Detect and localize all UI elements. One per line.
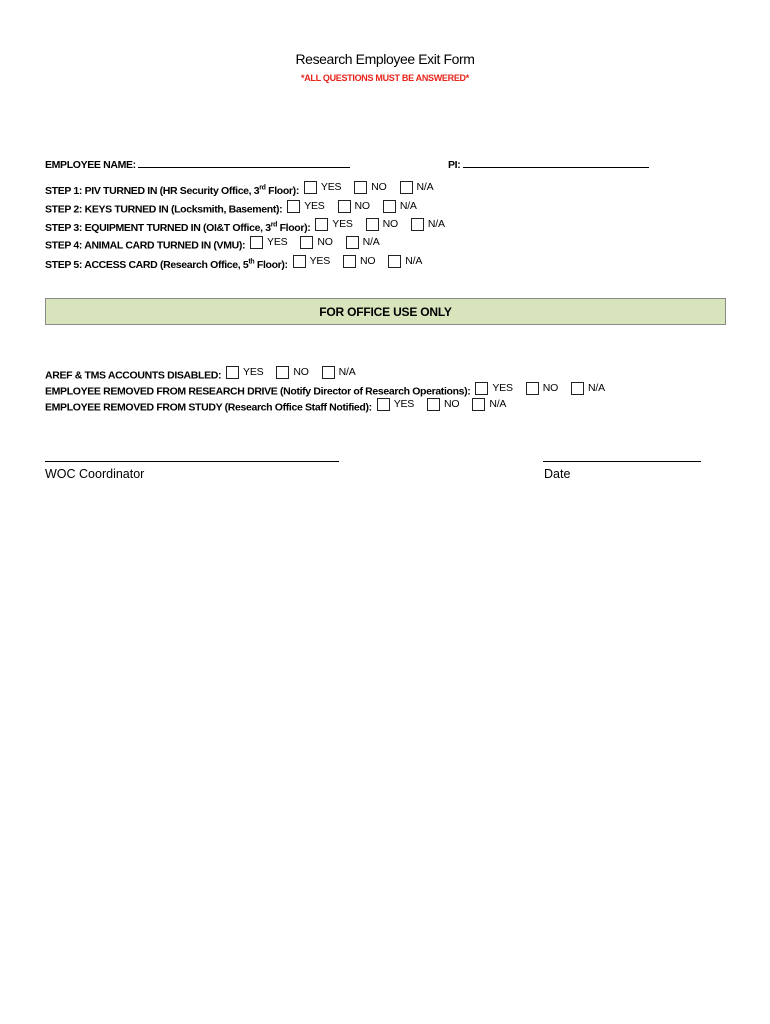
no-label: NO [371, 181, 387, 193]
no-checkbox[interactable] [300, 236, 313, 249]
office-item-row [45, 381, 613, 398]
yes-label: YES [267, 236, 288, 248]
step-row [45, 235, 388, 252]
na-checkbox[interactable] [383, 200, 396, 213]
yes-label: YES [309, 255, 331, 267]
no-checkbox[interactable] [526, 382, 539, 395]
na-checkbox[interactable] [346, 236, 359, 249]
no-label: NO [382, 218, 398, 230]
pi-field [448, 156, 649, 171]
yes-checkbox[interactable] [475, 382, 488, 395]
no-checkbox[interactable] [343, 255, 356, 268]
coordinator-label: WOC Coordinator [45, 467, 145, 481]
yes-label: YES [332, 218, 353, 230]
yes-checkbox[interactable] [315, 218, 328, 231]
step-question: STEP 1: PIV TURNED IN (HR Security Office, 3rd Floor): [45, 184, 299, 197]
yes-checkbox[interactable] [287, 200, 300, 213]
na-label: N/A [416, 181, 434, 193]
na-checkbox[interactable] [411, 218, 424, 231]
coordinator-signature-line[interactable] [45, 461, 339, 462]
employee-name-input[interactable] [138, 156, 350, 168]
na-label: N/A [405, 255, 423, 267]
step-question: STEP 2: KEYS TURNED IN (Locksmith, Basement): [45, 203, 283, 216]
no-label: NO [354, 200, 370, 212]
office-item-question: EMPLOYEE REMOVED FROM RESEARCH DRIVE (Notify Director of Research Operations): [45, 385, 471, 398]
date-label: Date [544, 467, 571, 481]
no-checkbox[interactable] [338, 200, 351, 213]
no-label: NO [317, 236, 333, 248]
no-label: NO [359, 255, 376, 267]
step-question: STEP 3: EQUIPMENT TURNED IN (OI&T Office, 3rd Floor): [45, 221, 311, 234]
yes-checkbox[interactable] [293, 255, 306, 268]
no-checkbox[interactable] [276, 366, 289, 379]
yes-label: YES [492, 382, 513, 394]
office-item-question: AREF & TMS ACCOUNTS DISABLED: [45, 369, 222, 382]
step-row [45, 180, 441, 197]
no-checkbox[interactable] [427, 398, 440, 411]
pi-input[interactable] [463, 156, 649, 168]
na-label: N/A [489, 398, 507, 410]
na-checkbox[interactable] [388, 255, 401, 268]
step-question: STEP 4: ANIMAL CARD TURNED IN (VMU): [45, 239, 246, 252]
yes-checkbox[interactable] [226, 366, 239, 379]
na-label: N/A [587, 382, 605, 394]
yes-checkbox[interactable] [377, 398, 390, 411]
employee-name-field [45, 156, 350, 171]
na-checkbox[interactable] [400, 181, 413, 194]
pi-label: PI: [448, 159, 461, 171]
office-item-row [45, 365, 364, 382]
date-signature-line[interactable] [543, 461, 701, 462]
yes-checkbox[interactable] [250, 236, 263, 249]
na-checkbox[interactable] [571, 382, 584, 395]
na-label: N/A [399, 200, 417, 212]
office-use-banner: FOR OFFICE USE ONLY [45, 298, 726, 325]
no-checkbox[interactable] [354, 181, 367, 194]
no-label: NO [444, 398, 460, 410]
employee-name-label: EMPLOYEE NAME: [45, 159, 136, 171]
yes-label: YES [243, 366, 264, 378]
step-row [45, 254, 430, 271]
na-checkbox[interactable] [472, 398, 485, 411]
na-label: N/A [427, 218, 445, 230]
office-item-question: EMPLOYEE REMOVED FROM STUDY (Research Office Staff Notified): [45, 401, 372, 414]
step-question: STEP 5: ACCESS CARD (Research Office, 5th Floor): [45, 258, 288, 271]
na-label: N/A [362, 236, 380, 248]
no-label: NO [542, 382, 559, 394]
yes-label: YES [304, 200, 325, 212]
yes-label: YES [393, 398, 415, 410]
step-row [45, 199, 425, 216]
yes-label: YES [320, 181, 342, 193]
no-checkbox[interactable] [366, 218, 379, 231]
required-notice: *ALL QUESTIONS MUST BE ANSWERED* [301, 73, 469, 83]
office-item-row [45, 397, 514, 414]
na-label: N/A [338, 366, 356, 378]
no-label: NO [293, 366, 309, 378]
form-title: Research Employee Exit Form [295, 51, 475, 67]
step-row [45, 217, 453, 234]
yes-checkbox[interactable] [304, 181, 317, 194]
na-checkbox[interactable] [322, 366, 335, 379]
